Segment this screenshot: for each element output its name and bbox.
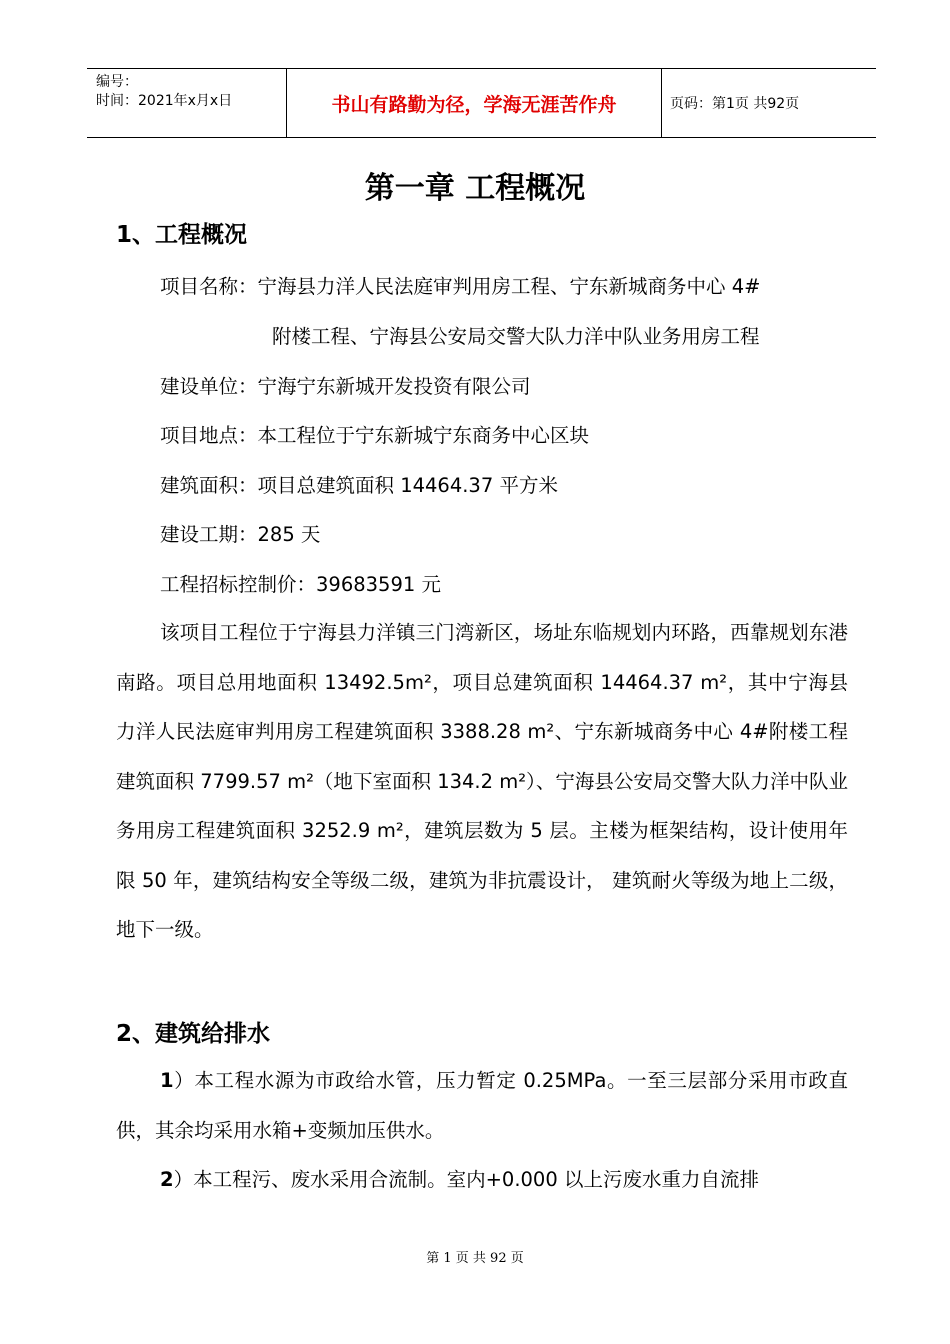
chapter-title: 第一章 工程概况 xyxy=(364,171,586,206)
header-page-label: 页码：第1页 共92页 xyxy=(670,96,800,112)
project-description: 该项目工程位于宁海县力洋镇三门湾新区，场址东临规划内环路，西靠规划东港南路。项目总用地面积 13492.5m²，项目总建筑面积 14464.37 m²，其中宁海县力洋人民法庭审判用房工程建筑面积 3388.28 m²、宁东新城商务中心 4#附楼工程建筑面积 7799.57 m²（地下室面积 134.2 m²）、宁海县公安局交警大队力洋中队业务用房工程建筑面积 3252.9 m²，建筑层数为 5 层。主楼为框架结构，设计使用年限 50 年，建筑结构安全等级二级，建筑为非抗震设计， 建筑耐火等级为地上二级，地下一级。 xyxy=(116,621,848,941)
page-footer: 第 1 页 共 92 页 xyxy=(426,1251,524,1266)
page-header xyxy=(87,68,876,138)
drainage-paragraph-2-number: 2 xyxy=(160,1168,174,1191)
project-name-line-1: 项目名称：宁海县力洋人民法庭审判用房工程、宁东新城商务中心 4# xyxy=(160,275,761,298)
header-motto: 书山有路勤为径，学海无涯苦作舟 xyxy=(287,69,662,137)
project-name-line-2: 附楼工程、宁海县公安局交警大队力洋中队业务用房工程 xyxy=(272,325,760,348)
section-title-2: 2、建筑给排水 xyxy=(116,1021,271,1047)
time-label: 时间：2021年x月x日 xyxy=(96,93,233,109)
area-line: 建筑面积：项目总建筑面积 14464.37 平方米 xyxy=(160,474,558,497)
header-meta xyxy=(87,69,287,137)
builder-line: 建设单位：宁海宁东新城开发投资有限公司 xyxy=(160,375,531,398)
drainage-paragraph-1-text: ）本工程水源为市政给水管，压力暂定 0.25MPa。一至三层部分采用市政直供，其余均采用水箱+变频加压供水。 xyxy=(116,1069,848,1142)
drainage-paragraph-1-number: 1 xyxy=(160,1069,174,1092)
drainage-paragraph-1 xyxy=(116,1056,848,1155)
number-label: 编号： xyxy=(96,74,138,90)
drainage-paragraph-2 xyxy=(116,1155,848,1205)
price-line: 工程招标控制价：39683591 元 xyxy=(160,573,441,596)
section-title-1: 1、工程概况 xyxy=(116,222,248,248)
location-line: 项目地点：本工程位于宁东新城宁东商务中心区块 xyxy=(160,424,590,447)
drainage-paragraph-2-text: ）本工程污、废水采用合流制。室内+0.000 以上污废水重力自流排 xyxy=(173,1168,759,1191)
period-line: 建设工期：285 天 xyxy=(160,523,321,546)
